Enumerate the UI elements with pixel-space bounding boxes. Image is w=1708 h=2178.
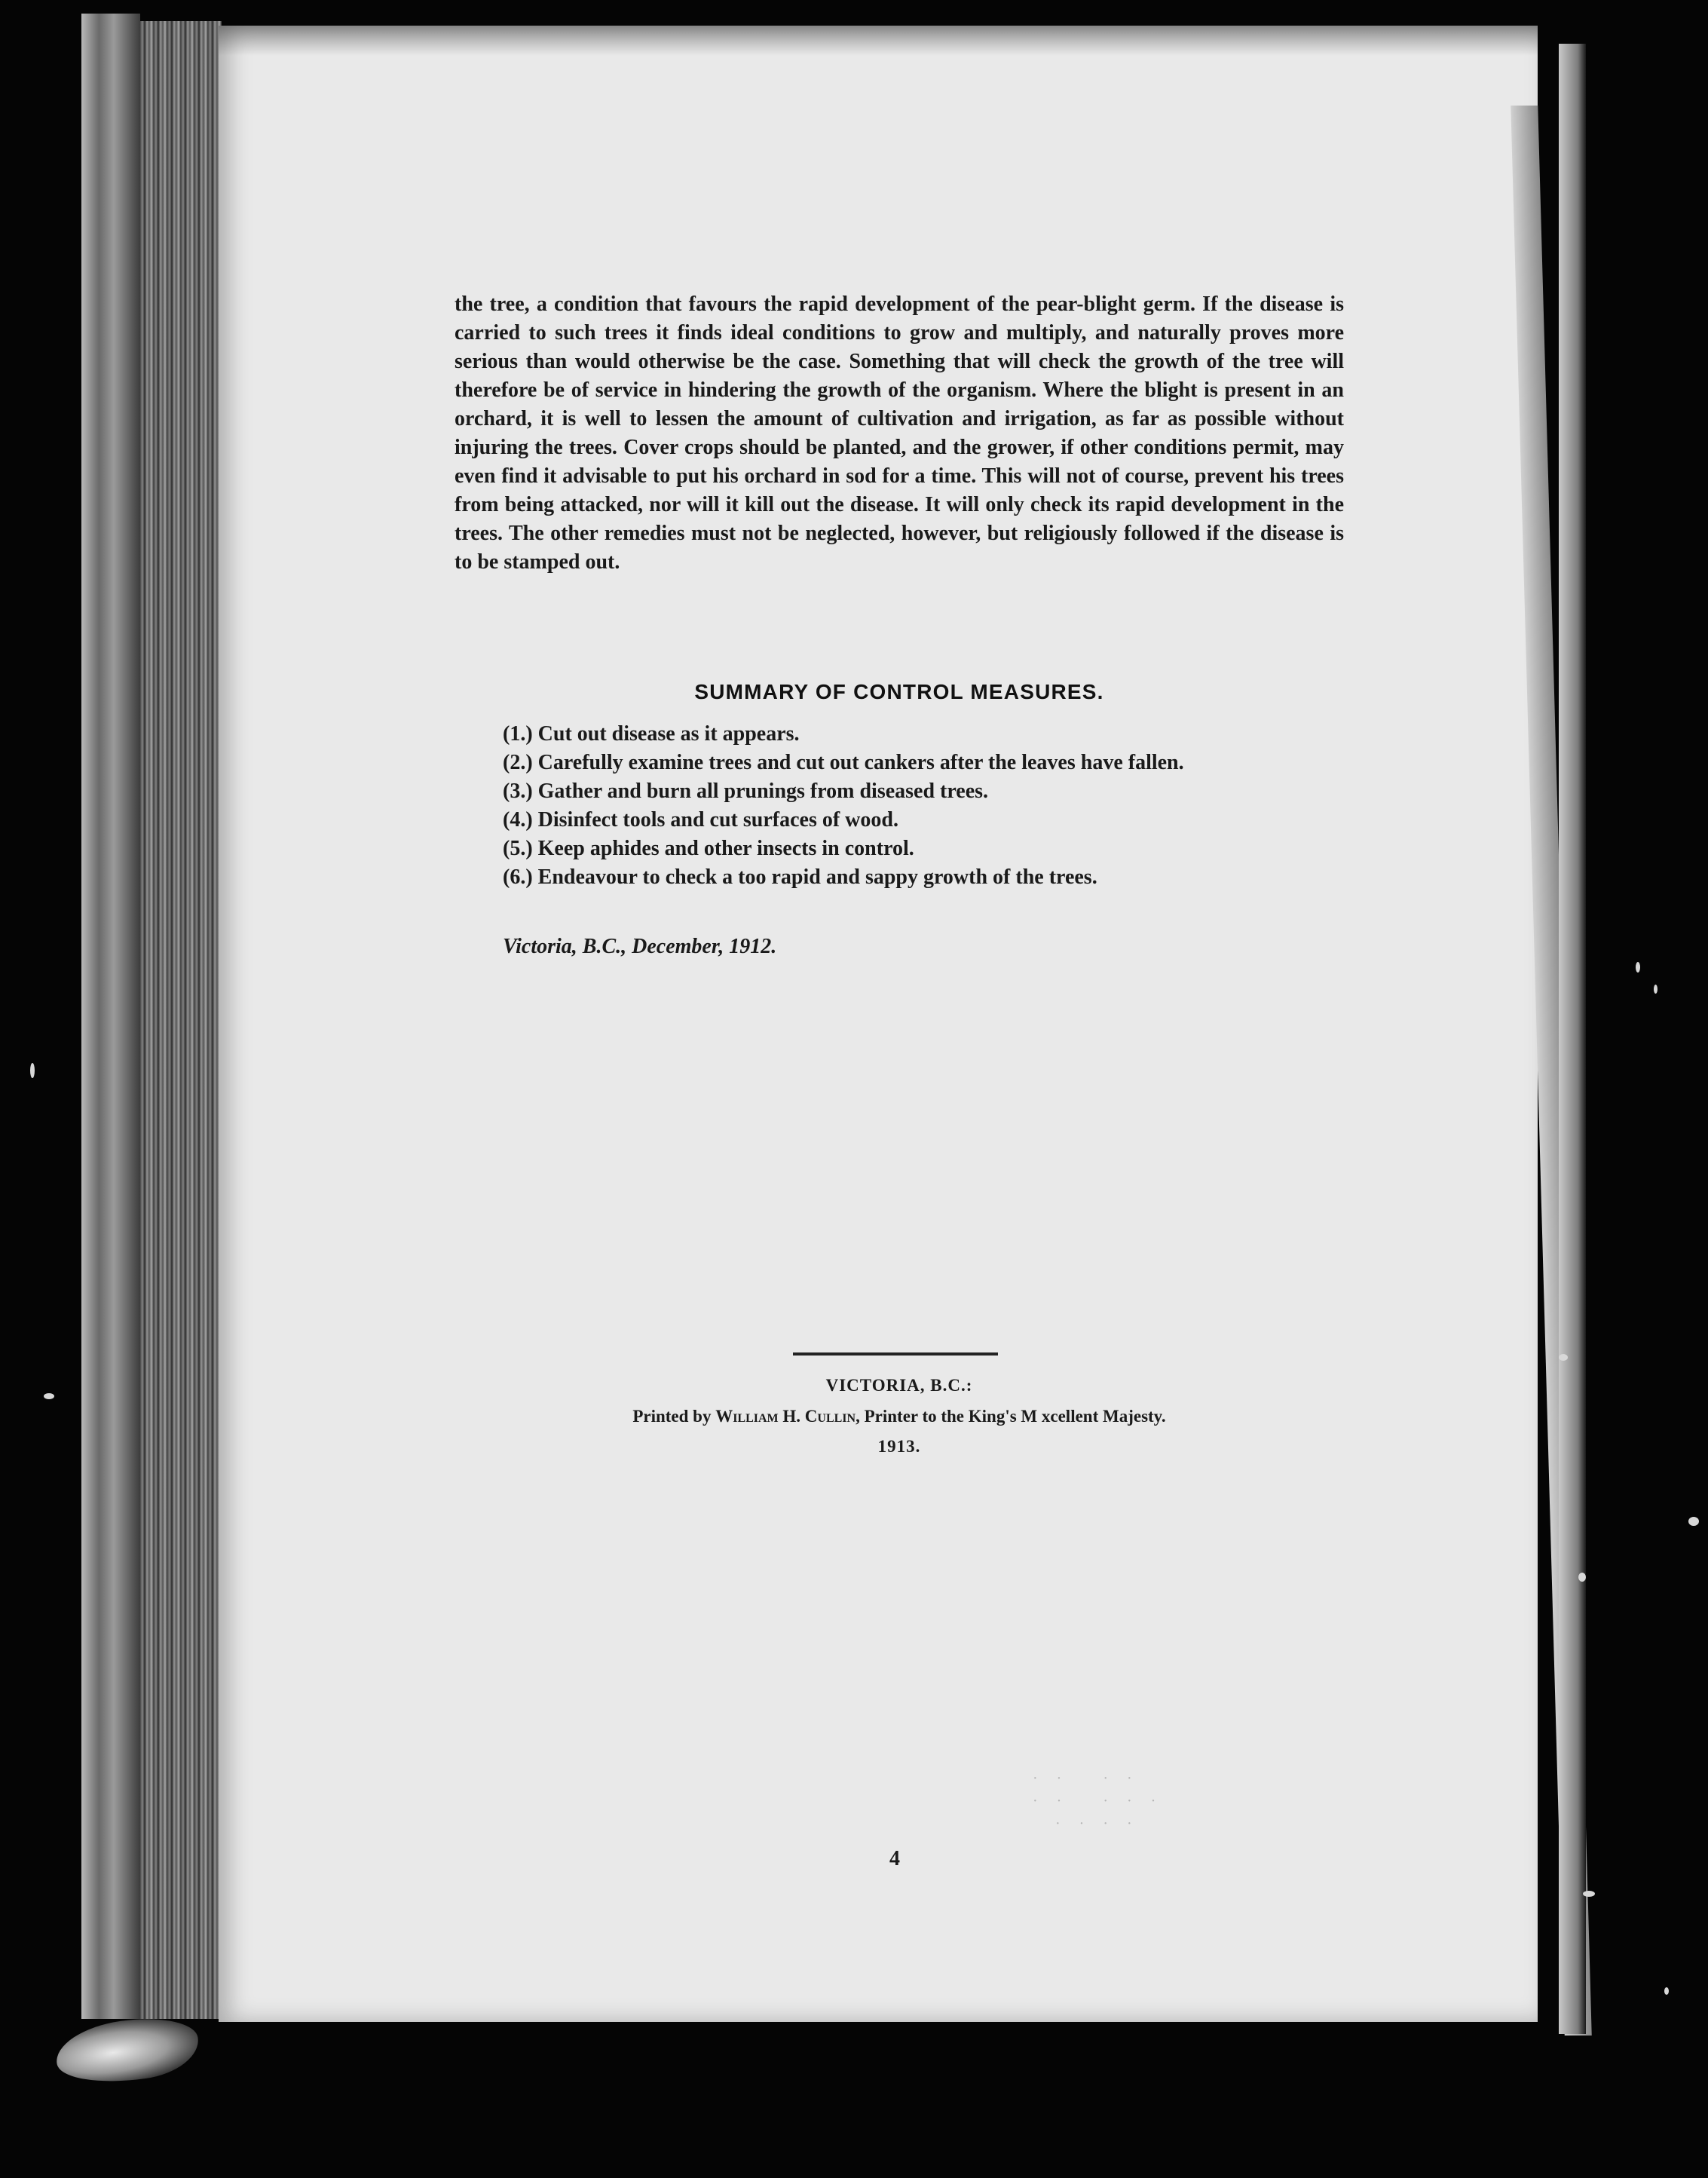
imprint-printer-name: William H. Cullin bbox=[715, 1407, 856, 1426]
torn-paper-fragment bbox=[52, 2011, 202, 2091]
control-measures-list bbox=[455, 720, 1344, 892]
faint-bleedthrough-marks: · · · · · · · · · · · · · bbox=[1033, 1770, 1164, 1832]
imprint-printer-line bbox=[455, 1407, 1344, 1426]
page-right-edge bbox=[1559, 44, 1586, 2034]
imprint-place: VICTORIA, B.C.: bbox=[825, 1376, 973, 1395]
page-top-shadow bbox=[219, 26, 1538, 56]
page-edge-stripes bbox=[140, 21, 222, 2019]
list-item: (6.) Endeavour to check a too rapid and sappy growth of the trees. bbox=[503, 865, 1097, 889]
dust-speck bbox=[1664, 1987, 1669, 1995]
dust-speck bbox=[1636, 962, 1640, 973]
imprint-divider bbox=[793, 1352, 998, 1356]
body-paragraph: the tree, a condition that favours the rapid development of the pear-blight germ. If the disease is carried to such trees it finds ideal conditions to grow and multiply, and naturally proves more serious than would otherwise be the case. Something that will check the growth of the tree will therefore be of service in hindering the growth of the organism. Where the blight is present in an orchard, it is well to lessen the amount of cultivation and irrigation, as far as possible without injuring the trees. Cover crops should be planted, and the grower, if other conditions permit, may even find it advisable to put his orchard in sod for a time. This will not of course, prevent his trees from being attacked, nor will it kill out the disease. It will only check its rapid development in the trees. The other remedies must not be neglected, however, but religiously followed if the disease is to be stamped out. bbox=[455, 293, 1344, 574]
page-number: 4 bbox=[889, 1847, 900, 1870]
dust-speck bbox=[1688, 1517, 1699, 1526]
list-item: (4.) Disinfect tools and cut surfaces of wood. bbox=[503, 808, 898, 832]
dust-speck bbox=[30, 1063, 35, 1078]
dust-speck bbox=[1583, 1891, 1595, 1897]
dust-speck bbox=[1578, 1573, 1586, 1582]
dust-speck bbox=[44, 1393, 54, 1399]
list-item: (1.) Cut out disease as it appears. bbox=[503, 722, 800, 746]
list-item: (5.) Keep aphides and other insects in control. bbox=[503, 837, 914, 860]
list-item: (3.) Gather and burn all prunings from diseased trees. bbox=[503, 780, 989, 803]
body-text bbox=[455, 290, 1344, 577]
summary-heading: SUMMARY OF CONTROL MEASURES. bbox=[694, 680, 1104, 703]
dust-speck bbox=[1654, 985, 1657, 994]
dateline: Victoria, B.C., December, 1912. bbox=[503, 935, 777, 958]
imprint-printer-suffix: , Printer to the King's M xcellent Majesty. bbox=[856, 1407, 1166, 1426]
imprint-printer-prefix: Printed by bbox=[632, 1407, 716, 1426]
list-item: (2.) Carefully examine trees and cut out cankers after the leaves have fallen. bbox=[503, 751, 1184, 774]
book-spine-edge bbox=[81, 14, 140, 2019]
dust-speck bbox=[1559, 1354, 1568, 1361]
imprint-year: 1913. bbox=[877, 1437, 921, 1456]
